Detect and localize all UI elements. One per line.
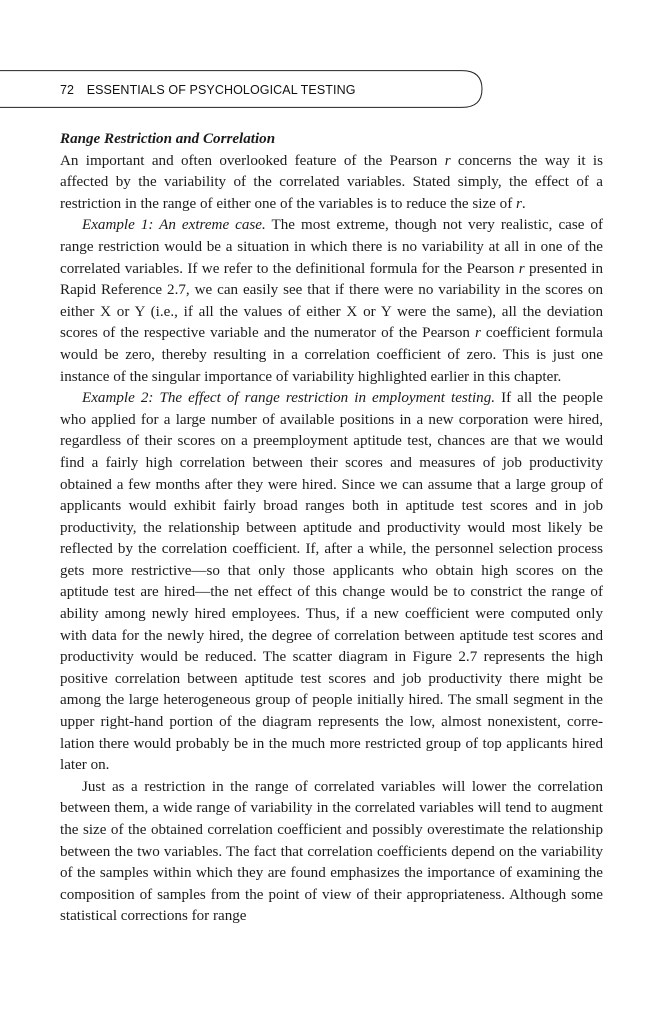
p2-text-b: presented in Rapid Reference 2.7, we can easily see that if there were no variability in the scores on either X or Y (i.e., if all the values of either X or Y were the same), all the deviation scores of the respective variable and the numerator of the Pearson [60, 260, 603, 342]
p1-r-symbol-2: r [516, 195, 522, 212]
running-head-text [60, 83, 356, 97]
paragraph-4 [60, 777, 603, 928]
p2-run-in-heading: Example 1: An extreme case. [82, 217, 266, 234]
page-number: 72 [60, 83, 75, 97]
p3-text-a: If all the people who applied for a large number of available positions in a new corporation were hired, regardless of their scores on a preemployment aptitude test, chances are that we would find a fairly high correlation between their scores and measures of job productivity obtained a few months after they were hired. Since we can assume that a large group of applicants would exhibit fairly broad ranges both in aptitude test scores and in job productivity, the relationship between aptitude and productivity would most likely be reflected by the correlation coefficient. If, after a while, the personnel selection process gets more restrictive—so that only those applicants who obtain high scores on the aptitude test are hired—the net effect of this change would be to constrict the range of ability among newly hired employees. Thus, if a new coefficient were computed only with data for the newly hired, the degree of correlation between aptitude test scores and productivity would be reduced. The scatter diagram in Figure 2.7 represents the high positive correlation between aptitude test scores and job productivity there might be among the large heterogeneous group of people initially hired. The small segment in the upper right-hand portion of the diagram represents the low, almost nonexistent, correlation there would probably be in the much more restricted group of top applicants hired later on. [60, 390, 603, 774]
p2-r-symbol-1: r [518, 260, 525, 277]
p2-text-a: The most extreme, though not very realistic, case of range restriction would be a situation in which there is no variability at all in one of the correlated variables. If we refer to the definitional formula for the Pearson [60, 217, 604, 277]
p1-text-c: . [521, 195, 526, 212]
paragraph-1 [60, 151, 603, 216]
p1-text-a: An important and often overlooked feature of the Pearson [60, 152, 445, 169]
paragraph-3 [60, 388, 603, 777]
section-heading-text: Range Restriction and Correlation [60, 131, 276, 147]
p3-run-in-heading: Example 2: The effect of range restriction in employment testing. [82, 390, 496, 407]
book-title: ESSENTIALS OF PSYCHOLOGICAL TESTING [86, 83, 356, 97]
body-text [60, 129, 603, 928]
p1-r-symbol-1: r [444, 152, 451, 169]
paragraph-2 [60, 215, 603, 388]
p2-text-c: coefficient formula would be zero, thereby resulting in a correlation coefficient of zero. This is just one instance of the singular importance of variability highlighted earlier in this chapter. [60, 325, 603, 385]
p4-text-a: Just as a restriction in the range of correlated variables will lower the correlation between them, a wide range of variability in the correlated variables will tend to augment the size of the obtained correlation coefficient and possibly overestimate the relationship between the two variables. The fact that correlation coefficients depend on the variability of the samples within which they are found emphasizes the importance of examining the composition of samples from the point of view of their appropriateness. Although some statistical corrections for range [60, 778, 603, 925]
section-heading [60, 129, 603, 151]
running-head [0, 70, 482, 108]
p2-r-symbol-2: r [475, 325, 481, 342]
p1-text-b: concerns the way it is affected by the variability of the correlated variables. Stated simply, the effect of a restriction in the range of either one of the variables is to reduce the size of [60, 152, 603, 212]
